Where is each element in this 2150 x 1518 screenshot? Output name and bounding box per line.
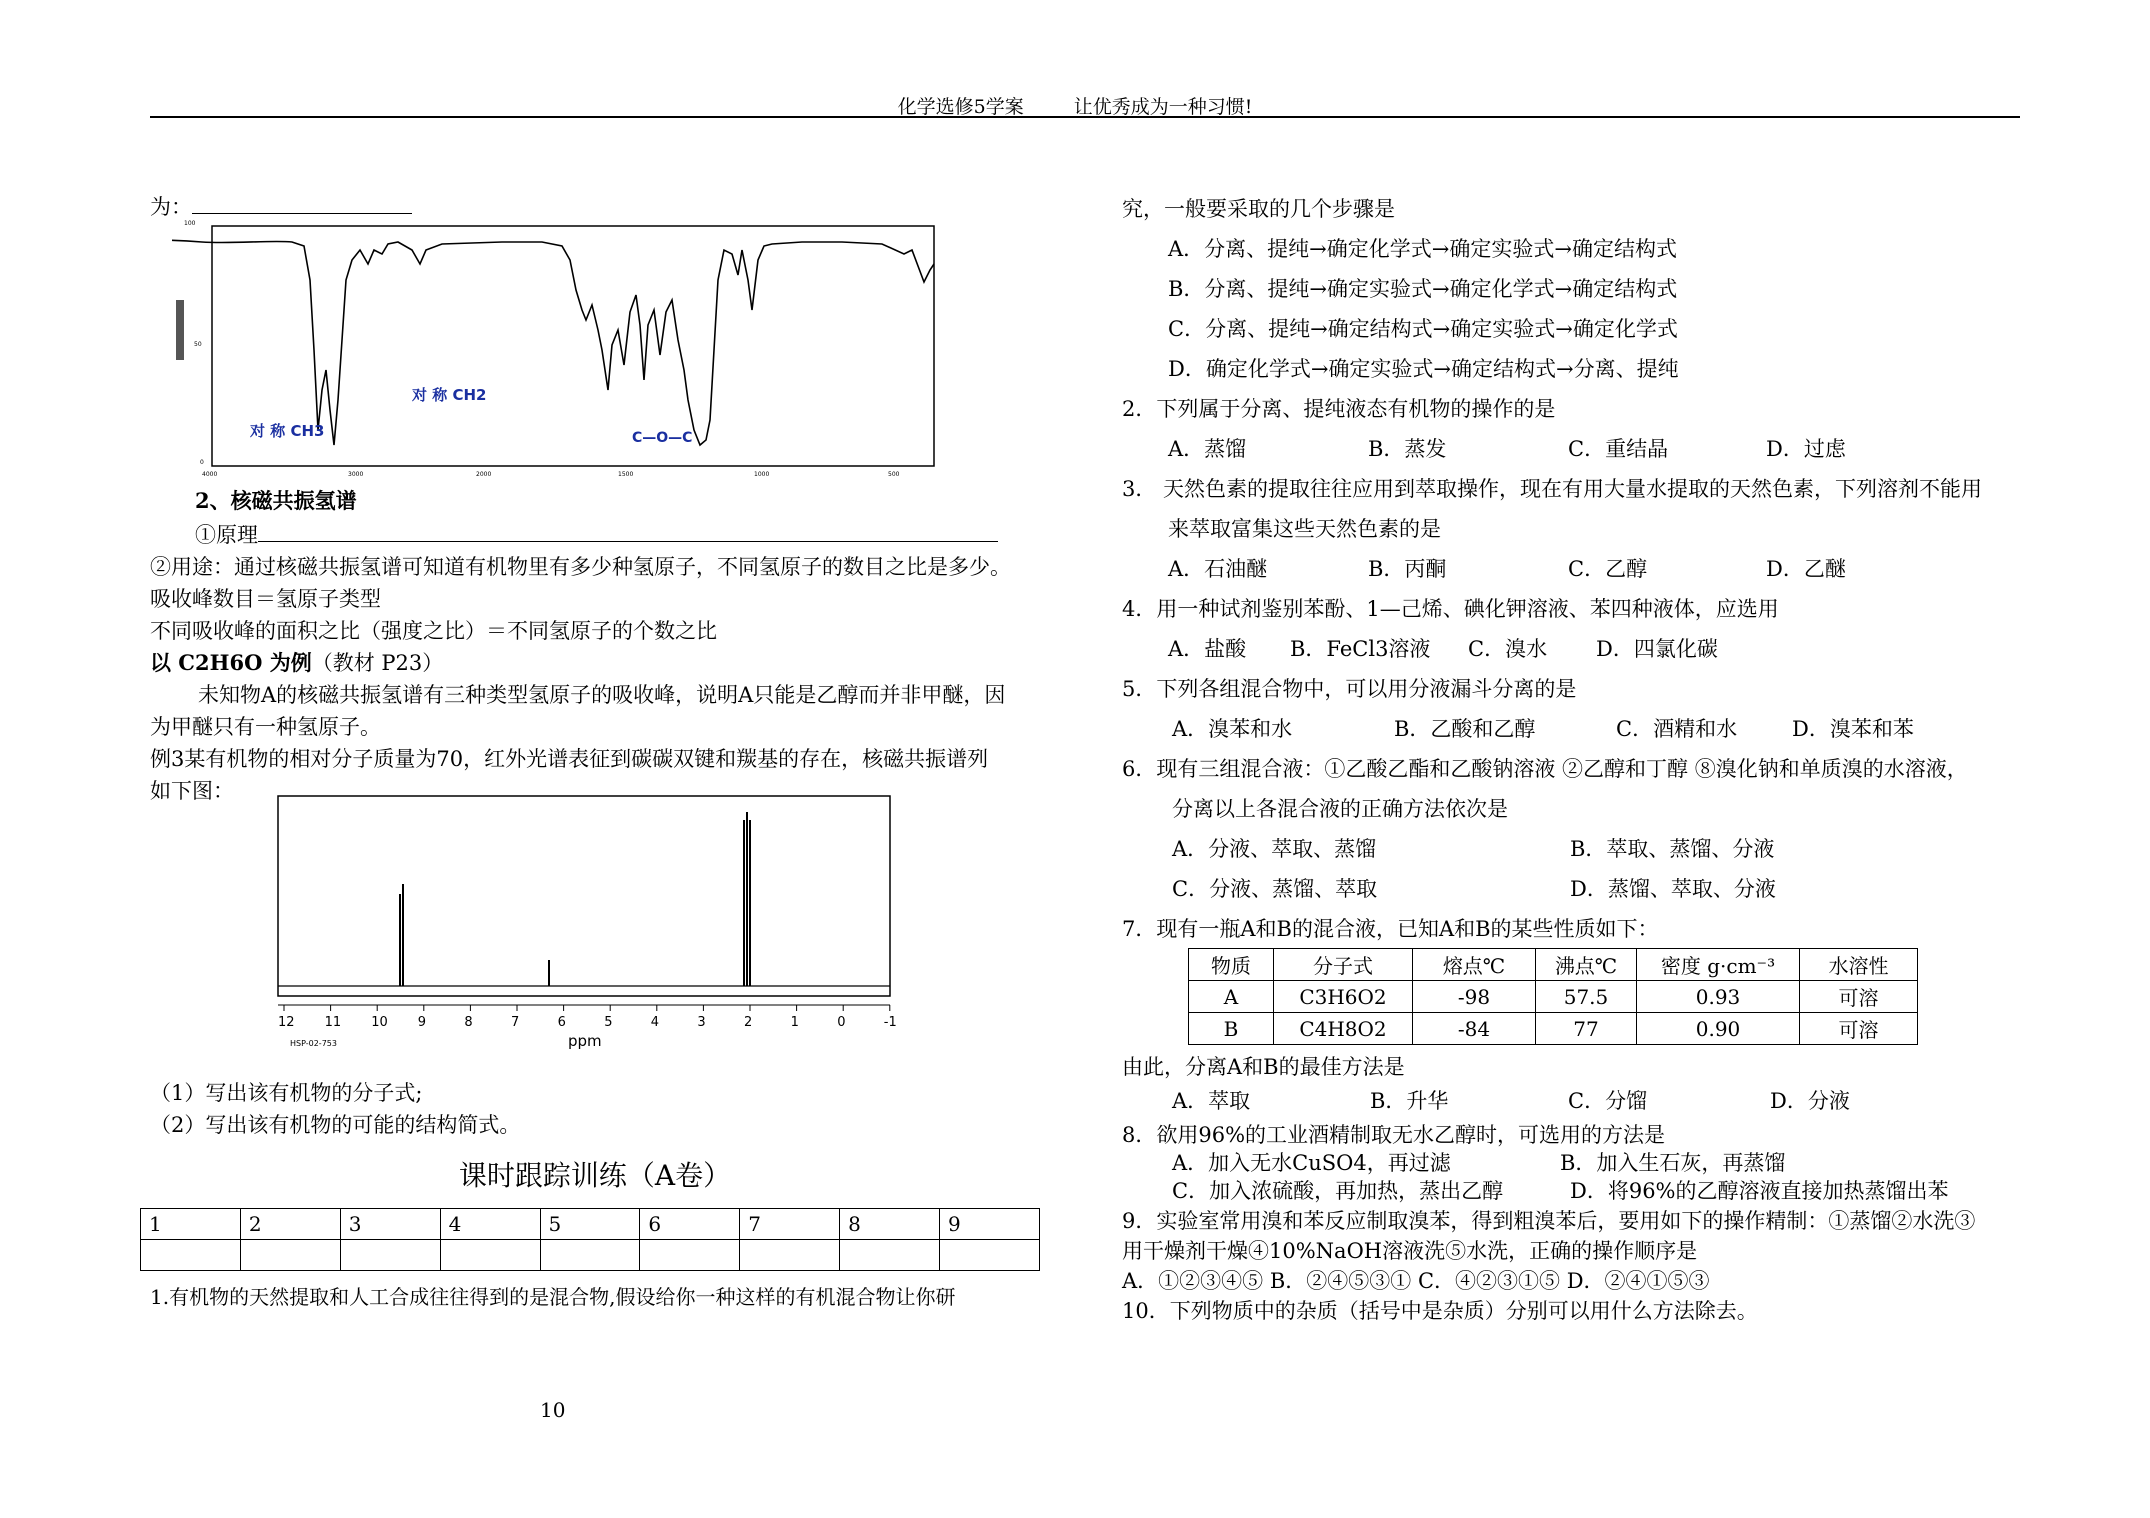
peaks-text: 吸收峰数目＝氢原子类型 [150, 587, 381, 611]
answer-num: 1 [141, 1209, 241, 1240]
p8-option: A．加入无水CuSO4，再过滤 [1172, 1151, 1451, 1175]
problem-3: 3． 天然色素的提取往往应用到萃取操作，现在有用大量水提取的天然色素，下列溶剂不能用 [1122, 477, 1983, 501]
answer-grid-numbers [141, 1209, 1040, 1240]
answer-num: 9 [940, 1209, 1040, 1240]
problem-5: 5．下列各组混合物中，可以用分液漏斗分离的是 [1122, 677, 1577, 701]
table-head: 分子式 [1274, 949, 1413, 981]
p1-option: A．分离、提纯→确定化学式→确定实验式→确定结构式 [1168, 237, 1677, 261]
ir-label-ch3: 对 称 CH3 [250, 422, 325, 440]
nmr-ticks [278, 1005, 897, 1030]
p5-option: D．溴苯和苯 [1792, 717, 1914, 741]
answer-cell[interactable] [240, 1240, 340, 1271]
principle-blank [258, 521, 998, 542]
nmr-frame [278, 796, 890, 996]
table-cell: 0.93 [1637, 981, 1800, 1013]
example-body-2: 为甲醚只有一种氢原子。 [150, 715, 381, 739]
problem-2: 2．下列属于分离、提纯液态有机物的操作的是 [1122, 397, 1556, 421]
problem-9-cont: 用干燥剂干燥④10%NaOH溶液洗⑤水洗，正确的操作顺序是 [1122, 1239, 1698, 1263]
p1-option: D．确定化学式→确定实验式→确定结构式→分离、提纯 [1168, 357, 1679, 381]
p1-option: C．分离、提纯→确定结构式→确定实验式→确定化学式 [1168, 317, 1678, 341]
header-title: 化学选修5学案 [897, 96, 1024, 118]
p3-option: D．乙醚 [1766, 557, 1846, 581]
p3-option: B．丙酮 [1368, 557, 1447, 581]
p4-option: D．四氯化碳 [1596, 637, 1718, 661]
problem-9: 9．实验室常用溴和苯反应制取溴苯，得到粗溴苯后，要用如下的操作精制：①蒸馏②水洗③ [1122, 1209, 1976, 1233]
p6-option: A．分液、萃取、蒸馏 [1172, 837, 1377, 861]
p4-option: C．溴水 [1468, 637, 1548, 661]
answer-num: 2 [240, 1209, 340, 1240]
answer-cell[interactable] [141, 1240, 241, 1271]
ir-xtick: 3000 [348, 471, 364, 478]
table-head: 物质 [1189, 949, 1274, 981]
ir-yaxis-label-block [176, 300, 184, 360]
table-cell: 可溶 [1800, 1013, 1918, 1045]
p8-option: D．将96%的乙醇溶液直接加热蒸馏出苯 [1570, 1179, 1949, 1203]
p8-option: B．加入生石灰，再蒸馏 [1560, 1151, 1786, 1175]
table-head: 熔点℃ [1413, 949, 1536, 981]
example-ref: （教材 P23） [311, 651, 444, 675]
problem-3-cont: 来萃取富集这些天然色素的是 [1168, 517, 1441, 541]
ir-spectrum [172, 220, 942, 482]
answer-num: 8 [840, 1209, 940, 1240]
nmr-tick-label: -1 [883, 1015, 897, 1030]
header-motto: 让优秀成为一种习惯! [1073, 96, 1253, 118]
table-cell: A [1189, 981, 1274, 1013]
p3-option: A．石油醚 [1168, 557, 1268, 581]
ir-xtick: 2000 [476, 471, 492, 478]
p4-option: B．FeCl3溶液 [1290, 637, 1431, 661]
table-cell: -84 [1413, 1013, 1536, 1045]
p2-option: A．蒸馏 [1168, 437, 1247, 461]
ir-ytick: 0 [200, 459, 204, 466]
section2-title: 2、核磁共振氢谱 [195, 488, 357, 513]
nmr-tick-label: 10 [371, 1015, 388, 1030]
problem-7: 7．现有一瓶A和B的混合液，已知A和B的某些性质如下： [1122, 917, 1659, 941]
nmr-tick-label: 4 [650, 1015, 660, 1030]
p1-option: B．分离、提纯→确定实验式→确定化学式→确定结构式 [1168, 277, 1678, 301]
p9-options: A．①②③④⑤ B．②④⑤③① C．④②③①⑤ D．②④①⑤③ [1122, 1269, 1710, 1293]
answer-grid [140, 1208, 1040, 1271]
answer-cell[interactable] [540, 1240, 640, 1271]
nmr-tick-label: 5 [604, 1015, 613, 1030]
nmr-tick-label: 9 [417, 1015, 427, 1030]
p5-option: B．乙酸和乙醇 [1394, 717, 1536, 741]
area-text: 不同吸收峰的面积之比（强度之比）＝不同氢原子的个数之比 [150, 619, 717, 643]
table-cell: B [1189, 1013, 1274, 1045]
p2-option: C．重结晶 [1568, 437, 1669, 461]
ir-prefix: 为： [150, 195, 192, 219]
nmr-tick-label: 12 [278, 1015, 295, 1030]
table-row [1189, 1013, 1918, 1045]
ir-label-ch2: 对 称 CH2 [412, 386, 487, 404]
principle-line [195, 520, 998, 550]
answer-num: 3 [340, 1209, 440, 1240]
answer-cell[interactable] [440, 1240, 540, 1271]
problem-1-cont: 究，一般要采取的几个步骤是 [1122, 197, 1395, 221]
nmr-tick-label: 2 [744, 1015, 753, 1030]
table-row [1189, 981, 1918, 1013]
p7-option: B．升华 [1370, 1089, 1449, 1113]
answer-grid-blanks [141, 1240, 1040, 1271]
answer-blank [192, 193, 412, 214]
nmr-code: HSP-02-753 [290, 1039, 337, 1048]
problem-7-cont: 由此，分离A和B的最佳方法是 [1122, 1055, 1405, 1079]
p6-option: D．蒸馏、萃取、分液 [1570, 877, 1776, 901]
table-head: 沸点℃ [1536, 949, 1637, 981]
ex3-line-2: 如下图： [150, 779, 234, 803]
nmr-tick-label: 11 [324, 1015, 342, 1030]
ir-trace [172, 240, 934, 445]
properties-table [1188, 948, 1918, 1045]
page-header [0, 92, 2150, 119]
p2-option: B．蒸发 [1368, 437, 1447, 461]
p7-option: D．分液 [1770, 1089, 1850, 1113]
nmr-tick-label: 7 [511, 1015, 520, 1030]
problem-8: 8．欲用96%的工业酒精制取无水乙醇时，可选用的方法是 [1122, 1123, 1666, 1147]
ir-ytick: 100 [184, 220, 196, 227]
properties-header [1189, 949, 1918, 981]
ir-label-coc: C—O—C [632, 430, 693, 446]
answer-num: 4 [440, 1209, 540, 1240]
training-title: 课时跟踪训练（A卷） [458, 1159, 732, 1192]
table-head: 水溶性 [1800, 949, 1918, 981]
question-2: （2）写出该有机物的可能的结构简式。 [150, 1113, 521, 1137]
p2-option: D．过虑 [1766, 437, 1846, 461]
table-cell: C3H6O2 [1274, 981, 1413, 1013]
nmr-tick-label: 1 [790, 1015, 799, 1030]
answer-num: 5 [540, 1209, 640, 1240]
answer-cell[interactable] [940, 1240, 1040, 1271]
example-body-1: 未知物A的核磁共振氢谱有三种类型氢原子的吸收峰，说明A只能是乙醇而并非甲醚，因 [198, 683, 1006, 707]
problem-4: 4．用一种试剂鉴别苯酚、1—己烯、碘化钾溶液、苯四种液体，应选用 [1122, 597, 1779, 621]
ir-xtick: 4000 [202, 471, 218, 478]
nmr-tick-label: 0 [837, 1015, 846, 1030]
table-cell: 77 [1536, 1013, 1637, 1045]
header-rule [150, 116, 2020, 118]
question-1: （1）写出该有机物的分子式; [150, 1081, 423, 1105]
p4-option: A．盐酸 [1168, 637, 1247, 661]
ir-prefix-line [150, 192, 412, 222]
ir-ytick: 50 [194, 341, 202, 348]
table-cell: -98 [1413, 981, 1536, 1013]
nmr-spectrum [270, 790, 900, 1050]
p5-option: A．溴苯和水 [1172, 717, 1293, 741]
ex3-line-1: 例3某有机物的相对分子质量为70，红外光谱表征到碳碳双键和羰基的存在，核磁共振谱列 [150, 747, 989, 771]
table-cell: C4H8O2 [1274, 1013, 1413, 1045]
nmr-tick-label: 6 [557, 1015, 566, 1030]
table-cell: 57.5 [1536, 981, 1637, 1013]
ir-xtick: 1000 [754, 471, 770, 478]
p5-option: C．酒精和水 [1616, 717, 1738, 741]
p3-option: C．乙醇 [1568, 557, 1648, 581]
table-cell: 可溶 [1800, 981, 1918, 1013]
answer-num: 7 [740, 1209, 840, 1240]
example-heading [150, 648, 443, 678]
nmr-xlabel: ppm [568, 1032, 602, 1050]
table-cell: 0.90 [1637, 1013, 1800, 1045]
problem-1-start: 1.有机物的天然提取和人工合成往往得到的是混合物,假设给你一种这样的有机混合物让你研 [150, 1285, 956, 1309]
p8-option: C．加入浓硫酸，再加热，蒸出乙醇 [1172, 1179, 1504, 1203]
answer-num: 6 [640, 1209, 740, 1240]
p7-option: A．萃取 [1172, 1089, 1251, 1113]
nmr-tick-label: 3 [697, 1015, 706, 1030]
answer-cell[interactable] [340, 1240, 440, 1271]
problem-6: 6．现有三组混合液：①乙酸乙酯和乙酸钠溶液 ②乙醇和丁醇 ⑧溴化钠和单质溴的水溶液， [1122, 757, 1968, 781]
principle-label: ①原理 [195, 523, 258, 547]
example-title: 以 C2H6O 为例 [150, 650, 312, 675]
ir-xtick: 1500 [618, 471, 634, 478]
answer-cell[interactable] [840, 1240, 940, 1271]
problem-10: 10．下列物质中的杂质（括号中是杂质）分别可以用什么方法除去。 [1122, 1299, 1758, 1323]
table-head: 密度 g·cm⁻³ [1637, 949, 1800, 981]
ir-xtick: 500 [888, 471, 900, 478]
page-number: 10 [540, 1398, 566, 1422]
use-text: ②用途：通过核磁共振氢谱可知道有机物里有多少种氢原子，不同氢原子的数目之比是多少。 [150, 555, 1011, 579]
answer-cell[interactable] [640, 1240, 740, 1271]
p6-option: B．萃取、蒸馏、分液 [1570, 837, 1775, 861]
p7-option: C．分馏 [1568, 1089, 1648, 1113]
nmr-tick-label: 8 [464, 1015, 473, 1030]
problem-6-cont: 分离以上各混合液的正确方法依次是 [1172, 797, 1508, 821]
answer-cell[interactable] [740, 1240, 840, 1271]
p6-option: C．分液、蒸馏、萃取 [1172, 877, 1378, 901]
